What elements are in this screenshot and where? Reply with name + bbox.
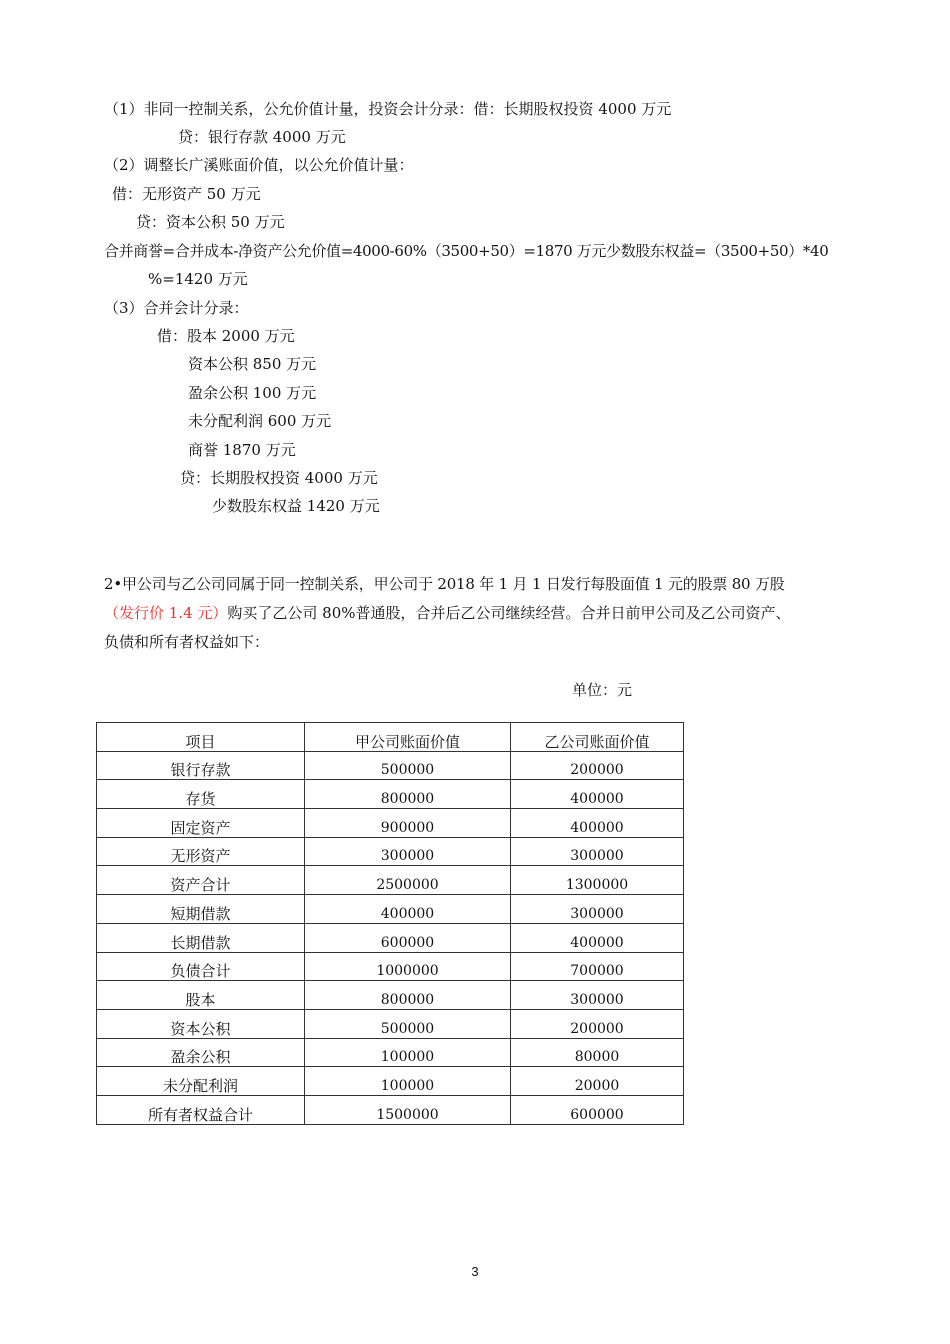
jia-value-cell: 800000 bbox=[305, 981, 511, 1010]
jia-value-cell: 600000 bbox=[305, 923, 511, 952]
table-row bbox=[97, 866, 684, 895]
row-item-cell: 无形资产 bbox=[97, 837, 305, 866]
table-header-row bbox=[97, 723, 684, 752]
table-row bbox=[97, 1095, 684, 1124]
yi-value-cell: 700000 bbox=[511, 952, 684, 981]
row-item-cell: 所有者权益合计 bbox=[97, 1095, 305, 1124]
row-item-cell: 资本公积 bbox=[97, 1009, 305, 1038]
yi-value-cell: 300000 bbox=[511, 895, 684, 924]
jia-value-cell: 500000 bbox=[305, 751, 511, 780]
table-row bbox=[97, 895, 684, 924]
yi-value-cell: 200000 bbox=[511, 1009, 684, 1038]
goodwill-formula-line: 合并商誉=合并成本-净资产公允价值=4000-60%（3500+50）=1870 万元少数股东权益=（3500+50）*40 bbox=[104, 242, 829, 260]
jia-value-cell: 400000 bbox=[305, 895, 511, 924]
entry-line-10: 资本公积 850 万元 bbox=[188, 355, 317, 373]
table-row bbox=[97, 1038, 684, 1067]
yi-value-cell: 400000 bbox=[511, 923, 684, 952]
row-item-cell: 固定资产 bbox=[97, 809, 305, 838]
entry-line-11: 盈余公积 100 万元 bbox=[188, 384, 317, 402]
entry-line-1: （1）非同一控制关系，公允价值计量，投资会计分录：借：长期股权投资 4000 万元 bbox=[104, 100, 672, 118]
yi-value-cell: 200000 bbox=[511, 751, 684, 780]
unit-label: 单位：元 bbox=[572, 681, 633, 699]
jia-value-cell: 100000 bbox=[305, 1067, 511, 1096]
row-item-cell: 长期借款 bbox=[97, 923, 305, 952]
yi-value-cell: 20000 bbox=[511, 1067, 684, 1096]
table-row bbox=[97, 952, 684, 981]
entry-line-13: 商誉 1870 万元 bbox=[188, 441, 296, 459]
jia-value-cell: 800000 bbox=[305, 780, 511, 809]
table-row bbox=[97, 780, 684, 809]
problem-2-line-1: 2•甲公司与乙公司同属于同一控制关系，甲公司于 2018 年 1 月 1 日发行每股面值 1 元的股票 80 万股 bbox=[104, 575, 785, 593]
table-row bbox=[97, 1067, 684, 1096]
table-row bbox=[97, 1009, 684, 1038]
goodwill-formula-continuation: %=1420 万元 bbox=[148, 270, 248, 288]
jia-value-cell: 2500000 bbox=[305, 866, 511, 895]
entry-line-3: （2）调整长广溪账面价值，以公允价值计量： bbox=[104, 156, 414, 174]
problem-2-line-3: 负债和所有者权益如下： bbox=[104, 633, 270, 651]
column-header-item: 项目 bbox=[97, 723, 305, 752]
balance-table bbox=[96, 722, 684, 1125]
jia-value-cell: 100000 bbox=[305, 1038, 511, 1067]
issue-price-highlight: （发行价 1.4 元） bbox=[104, 604, 228, 622]
problem-2-line-2-rest: 购买了乙公司 80%普通股，合并后乙公司继续经营。合并日前甲公司及乙公司资产、 bbox=[227, 604, 791, 622]
row-item-cell: 存货 bbox=[97, 780, 305, 809]
table-row bbox=[97, 923, 684, 952]
yi-value-cell: 400000 bbox=[511, 809, 684, 838]
page-number: 3 bbox=[471, 1264, 479, 1279]
yi-value-cell: 300000 bbox=[511, 981, 684, 1010]
entry-line-5: 贷：资本公积 50 万元 bbox=[136, 213, 285, 231]
jia-value-cell: 1500000 bbox=[305, 1095, 511, 1124]
yi-value-cell: 300000 bbox=[511, 837, 684, 866]
entry-line-2: 贷：银行存款 4000 万元 bbox=[178, 128, 346, 146]
entry-line-14: 贷：长期股权投资 4000 万元 bbox=[180, 469, 378, 487]
row-item-cell: 股本 bbox=[97, 981, 305, 1010]
entry-line-8: （3）合并会计分录： bbox=[104, 299, 249, 317]
yi-value-cell: 80000 bbox=[511, 1038, 684, 1067]
entry-line-9: 借：股本 2000 万元 bbox=[157, 327, 295, 345]
row-item-cell: 资产合计 bbox=[97, 866, 305, 895]
row-item-cell: 盈余公积 bbox=[97, 1038, 305, 1067]
column-header-yi-book-value: 乙公司账面价值 bbox=[511, 723, 684, 752]
yi-value-cell: 600000 bbox=[511, 1095, 684, 1124]
entry-line-15: 少数股东权益 1420 万元 bbox=[212, 497, 380, 515]
row-item-cell: 短期借款 bbox=[97, 895, 305, 924]
entry-line-4: 借：无形资产 50 万元 bbox=[112, 185, 261, 203]
table-row bbox=[97, 837, 684, 866]
row-item-cell: 负债合计 bbox=[97, 952, 305, 981]
column-header-jia-book-value: 甲公司账面价值 bbox=[305, 723, 511, 752]
table-row bbox=[97, 809, 684, 838]
table-row bbox=[97, 981, 684, 1010]
table-row bbox=[97, 751, 684, 780]
row-item-cell: 未分配利润 bbox=[97, 1067, 305, 1096]
jia-value-cell: 1000000 bbox=[305, 952, 511, 981]
jia-value-cell: 900000 bbox=[305, 809, 511, 838]
jia-value-cell: 300000 bbox=[305, 837, 511, 866]
jia-value-cell: 500000 bbox=[305, 1009, 511, 1038]
yi-value-cell: 400000 bbox=[511, 780, 684, 809]
problem-2-line-2 bbox=[104, 603, 791, 623]
yi-value-cell: 1300000 bbox=[511, 866, 684, 895]
row-item-cell: 银行存款 bbox=[97, 751, 305, 780]
entry-line-12: 未分配利润 600 万元 bbox=[188, 412, 332, 430]
